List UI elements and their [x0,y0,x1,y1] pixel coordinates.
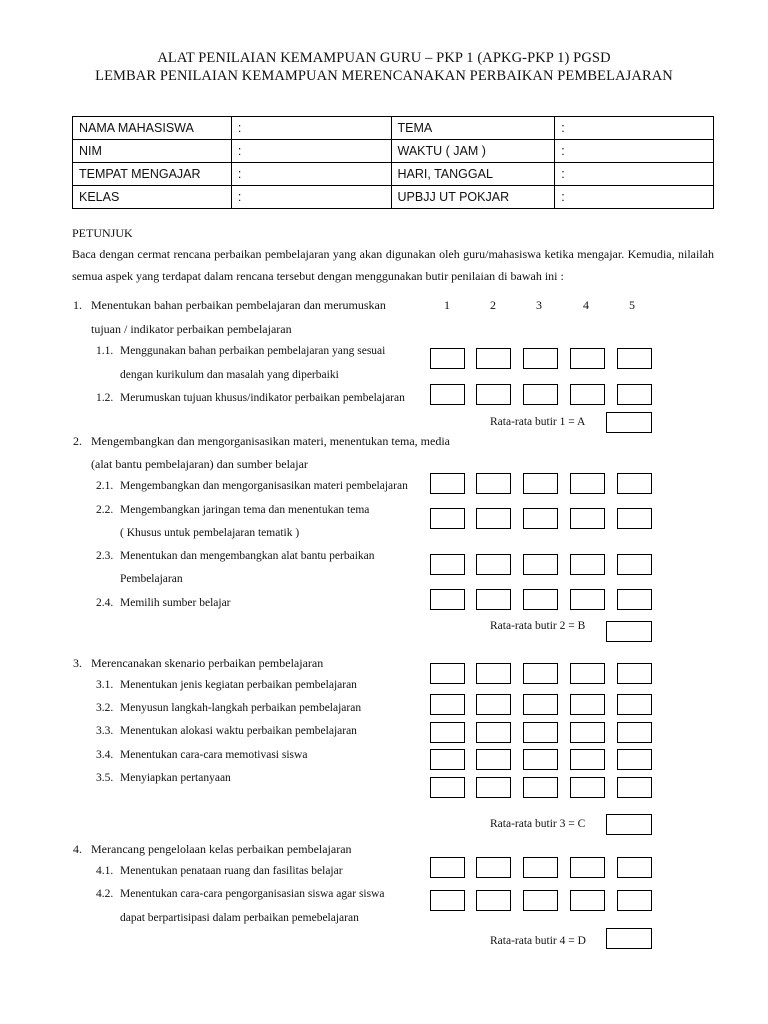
score-box-4-1-1[interactable] [430,857,465,878]
score-box-2-4-5[interactable] [617,589,652,610]
score-box-3-5-4[interactable] [570,777,605,798]
score-box-4-1-5[interactable] [617,857,652,878]
average-box-a[interactable] [606,412,652,433]
score-box-2-1-2[interactable] [476,473,511,494]
field-tema[interactable]: : [555,117,714,140]
label-hari-tanggal: HARI, TANGGAL [391,163,555,186]
item-3-1-number: 3.1. [96,679,114,691]
score-box-3-4-4[interactable] [570,749,605,770]
instructions-text: Baca dengan cermat rencana perbaikan pembelajaran yang akan digunakan oleh guru/mahasiswa ketika mengajar. Kemudia, nilailah semua aspek yang terdapat dalam rencana tersebut dengan menggunakan butir penilaian di bawah ini : [72,247,714,283]
score-box-2-1-5[interactable] [617,473,652,494]
score-box-4-1-3[interactable] [523,857,558,878]
field-nama-mahasiswa[interactable]: : [231,117,391,140]
item-3-3-number: 3.3. [96,725,114,737]
score-box-3-3-4[interactable] [570,722,605,743]
item-1-2-text: Merumuskan tujuan khusus/indikator perbaikan pembelajaran [120,392,405,404]
field-kelas[interactable]: : [231,186,391,209]
table-row [73,163,714,186]
label-tempat-mengajar: TEMPAT MENGAJAR [73,163,232,186]
item-4-1-text: Menentukan penataan ruang dan fasilitas belajar [120,865,343,877]
score-box-2-1-1[interactable] [430,473,465,494]
score-box-3-4-2[interactable] [476,749,511,770]
item-1-1-number: 1.1. [96,345,114,357]
score-box-3-5-3[interactable] [523,777,558,798]
average-label-a: Rata-rata butir 1 = A [490,416,586,428]
section-1-title-cont: tujuan / indikator perbaikan pembelajaran [91,322,292,336]
item-2-4-number: 2.4. [96,597,114,609]
score-box-2-1-4[interactable] [570,473,605,494]
score-box-2-2-2[interactable] [476,508,511,529]
item-1-2-number: 1.2. [96,392,114,404]
identity-table [72,116,714,209]
instructions-heading: PETUNJUK [72,226,133,240]
score-box-4-2-5[interactable] [617,890,652,911]
section-2-title-cont: (alat bantu pembelajaran) dan sumber belajar [91,457,308,471]
score-box-4-2-3[interactable] [523,890,558,911]
label-tema: TEMA [391,117,555,140]
section-2-number: 2. [73,434,82,448]
score-box-3-2-2[interactable] [476,694,511,715]
scale-label-4: 4 [583,298,589,312]
score-box-2-4-1[interactable] [430,589,465,610]
score-box-2-4-3[interactable] [523,589,558,610]
score-box-3-1-5[interactable] [617,663,652,684]
score-box-2-2-4[interactable] [570,508,605,529]
average-box-c[interactable] [606,814,652,835]
item-2-1-text: Mengembangkan dan mengorganisasikan materi pembelajaran [120,480,408,492]
item-4-2-text: Menentukan cara-cara pengorganisasian siswa agar siswa [120,888,385,900]
item-1-1-text-cont: dengan kurikulum dan masalah yang diperbaiki [120,369,339,381]
field-tempat-mengajar[interactable]: : [231,163,391,186]
score-box-2-1-3[interactable] [523,473,558,494]
item-2-3-text: Menentukan dan mengembangkan alat bantu perbaikan [120,550,375,562]
label-upbjj: UPBJJ UT POKJAR [391,186,555,209]
score-box-1-2-4[interactable] [570,384,605,405]
score-box-3-3-5[interactable] [617,722,652,743]
item-3-5-number: 3.5. [96,772,114,784]
label-nim: NIM [73,140,232,163]
item-4-2-text-cont: dapat berpartisipasi dalam perbaikan pemebelajaran [120,912,359,924]
score-box-1-2-1[interactable] [430,384,465,405]
item-3-5-text: Menyiapkan pertanyaan [120,772,231,784]
field-upbjj[interactable]: : [555,186,714,209]
table-row [73,186,714,209]
score-box-4-2-1[interactable] [430,890,465,911]
section-4-title: Merancang pengelolaan kelas perbaikan pembelajaran [91,842,352,856]
scale-label-2: 2 [490,298,496,312]
score-box-3-2-3[interactable] [523,694,558,715]
score-box-1-2-3[interactable] [523,384,558,405]
score-box-1-1-4[interactable] [570,348,605,369]
average-label-c: Rata-rata butir 3 = C [490,818,586,830]
score-box-3-5-1[interactable] [430,777,465,798]
score-box-1-1-3[interactable] [523,348,558,369]
label-waktu: WAKTU ( JAM ) [391,140,555,163]
field-waktu[interactable]: : [555,140,714,163]
score-box-2-4-4[interactable] [570,589,605,610]
score-box-4-1-2[interactable] [476,857,511,878]
item-4-1-number: 4.1. [96,865,114,877]
score-box-3-2-1[interactable] [430,694,465,715]
score-box-2-3-3[interactable] [523,554,558,575]
score-box-1-2-2[interactable] [476,384,511,405]
score-box-3-2-4[interactable] [570,694,605,715]
document-title: ALAT PENILAIAN KEMAMPUAN GURU – PKP 1 (APKG-PKP 1) PGSD [157,50,611,66]
document-subtitle: LEMBAR PENILAIAN KEMAMPUAN MERENCANAKAN PERBAIKAN PEMBELAJARAN [95,68,673,84]
score-box-3-4-5[interactable] [617,749,652,770]
item-2-2-text-cont: ( Khusus untuk pembelajaran tematik ) [120,527,300,539]
table-row [73,140,714,163]
score-box-3-3-2[interactable] [476,722,511,743]
item-2-4-text: Memilih sumber belajar [120,597,231,609]
item-3-4-number: 3.4. [96,749,114,761]
score-box-1-1-5[interactable] [617,348,652,369]
score-box-3-1-2[interactable] [476,663,511,684]
score-box-2-2-5[interactable] [617,508,652,529]
scale-label-1: 1 [444,298,450,312]
item-3-1-text: Menentukan jenis kegiatan perbaikan pembelajaran [120,679,357,691]
section-1-number: 1. [73,298,82,312]
score-box-3-2-5[interactable] [617,694,652,715]
table-row [73,117,714,140]
score-box-4-2-4[interactable] [570,890,605,911]
item-3-4-text: Menentukan cara-cara memotivasi siswa [120,749,308,761]
score-box-3-5-5[interactable] [617,777,652,798]
score-box-3-1-1[interactable] [430,663,465,684]
score-box-4-2-2[interactable] [476,890,511,911]
score-box-3-3-1[interactable] [430,722,465,743]
score-box-3-5-2[interactable] [476,777,511,798]
score-box-1-1-1[interactable] [430,348,465,369]
score-box-2-3-2[interactable] [476,554,511,575]
score-box-1-2-5[interactable] [617,384,652,405]
score-box-4-1-4[interactable] [570,857,605,878]
average-box-d[interactable] [606,928,652,949]
score-box-3-3-3[interactable] [523,722,558,743]
score-box-3-4-1[interactable] [430,749,465,770]
section-4-number: 4. [73,842,82,856]
section-3-title: Merencanakan skenario perbaikan pembelajaran [91,656,324,670]
item-2-3-text-cont: Pembelajaran [120,573,183,585]
score-box-3-4-3[interactable] [523,749,558,770]
item-2-1-number: 2.1. [96,480,114,492]
label-nama-mahasiswa: NAMA MAHASISWA [73,117,232,140]
section-1-title: Menentukan bahan perbaikan pembelajaran dan merumuskan [91,298,386,312]
score-box-3-1-4[interactable] [570,663,605,684]
score-box-2-3-5[interactable] [617,554,652,575]
score-box-3-1-3[interactable] [523,663,558,684]
item-2-3-number: 2.3. [96,550,114,562]
section-2-title: Mengembangkan dan mengorganisasikan materi, menentukan tema, media [91,434,450,448]
item-2-2-number: 2.2. [96,504,114,516]
item-3-3-text: Menentukan alokasi waktu perbaikan pembelajaran [120,725,357,737]
score-box-2-4-2[interactable] [476,589,511,610]
item-3-2-number: 3.2. [96,702,114,714]
score-box-2-3-1[interactable] [430,554,465,575]
item-4-2-number: 4.2. [96,888,114,900]
score-box-2-2-3[interactable] [523,508,558,529]
average-box-b[interactable] [606,621,652,642]
score-box-2-2-1[interactable] [430,508,465,529]
label-kelas: KELAS [73,186,232,209]
scale-label-3: 3 [536,298,542,312]
item-3-2-text: Menyusun langkah-langkah perbaikan pembelajaran [120,702,362,714]
scale-label-5: 5 [629,298,635,312]
score-box-1-1-2[interactable] [476,348,511,369]
score-box-2-3-4[interactable] [570,554,605,575]
item-2-2-text: Mengembangkan jaringan tema dan menentukan tema [120,504,370,516]
section-3-number: 3. [73,656,82,670]
field-hari-tanggal[interactable]: : [555,163,714,186]
field-nim[interactable]: : [231,140,391,163]
average-label-d: Rata-rata butir 4 = D [490,935,586,947]
average-label-b: Rata-rata butir 2 = B [490,620,586,632]
item-1-1-text: Menggunakan bahan perbaikan pembelajaran yang sesuai [120,345,386,357]
